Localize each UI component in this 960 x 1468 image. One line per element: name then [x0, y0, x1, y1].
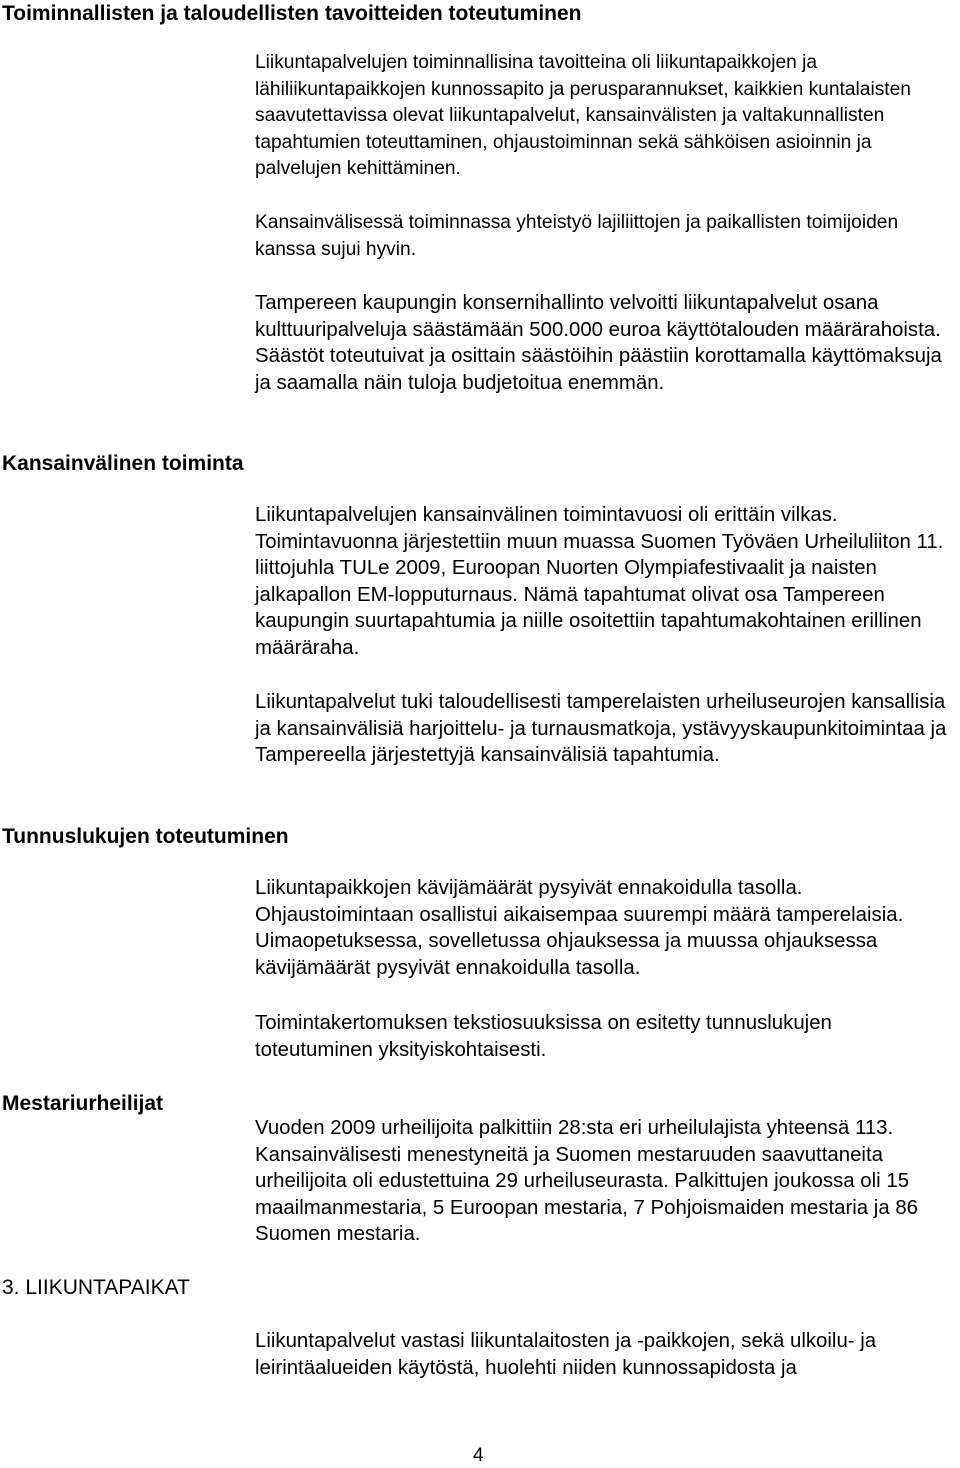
section-heading-champions: Mestariurheilijat [2, 1092, 164, 1115]
page-heading-goals: Toiminnallisten ja taloudellisten tavoitteiden toteutuminen [2, 2, 582, 25]
paragraph-visitors: Liikuntapaikkojen kävijämäärät pysyivät ennakoidulla tasolla. Ohjaustoimintaan osallistui aikaisempaa suurempi määrä tamperelaisia. Uimaopetuksessa, sovelletussa ohjauksessa ja muussa ohjauksessa kävijämäärät pysyivät ennakoidulla tasolla. [255, 877, 904, 979]
section-heading-sports-facilities: 3. LIIKUNTAPAIKAT [2, 1276, 190, 1299]
section-heading-international: Kansainvälinen toiminta [2, 452, 244, 475]
paragraph-international-cooperation: Kansainvälisessä toiminnassa yhteistyö lajiliittojen ja paikallisten toimijoiden kanssa sujui hyvin. [255, 212, 899, 260]
paragraph-indicator-details: Toimintakertomuksen tekstiosuuksissa on esitetty tunnuslukujen toteutuminen yksityiskohtaisesti. [255, 1012, 832, 1061]
page-number: 4 [473, 1445, 484, 1466]
paragraph-champions: Vuoden 2009 urheilijoita palkittiin 28:sta eri urheilulajista yhteensä 113. Kansainvälisesti menestyneitä ja Suomen mestaruuden saavuttaneita urheilijoita oli edustettuina 29 urheiluseurasta. Palkittujen joukossa oli 15 maailmanmestaria, 5 Euroopan mestaria, 7 Pohjoismaiden mestaria ja 86 Suomen mestaria. [255, 1117, 919, 1245]
paragraph-international-year: Liikuntapalvelujen kansainvälinen toimintavuosi oli erittäin vilkas. Toimintavuonna järjestettiin muun muassa Suomen Työväen Urheiluliiton 11. liittojuhla TULe 2009, Euroopan Nuorten Olympiafestivaalit ja naisten jalkapallon EM-lopputurnaus. Nämä tapahtumat olivat osa Tampereen kaupungin suurtapahtumia ja niille osoitettiin tapahtumakohtainen erillinen määräraha. [255, 504, 944, 659]
paragraph-savings: Tampereen kaupungin konsernihallinto velvoitti liikuntapalvelut osana kulttuuripalveluja säästämään 500.000 euroa käyttötalouden määrärahoista. Säästöt toteutuivat ja osittain säästöihin päästiin korottamalla käyttömaksuja ja saamalla näin tuloja budjetoitua enemmän. [255, 292, 942, 394]
paragraph-goals: Liikuntapalvelujen toiminnallisina tavoitteina oli liikuntapaikkojen ja lähiliikuntapaikkojen kunnossapito ja perusparannukset, kaikkien kuntalaisten saavutettavissa olevat liikuntapalvelut, kansainvälisten ja valtakunnallisten tapahtumien toteuttaminen, ohjaustoiminnan sekä sähköisen asioinnin ja palvelujen kehittäminen. [255, 52, 911, 179]
section-heading-indicators: Tunnuslukujen toteutuminen [2, 825, 289, 848]
paragraph-club-support: Liikuntapalvelut tuki taloudellisesti tamperelaisten urheiluseurojen kansallisia ja kansainvälisiä harjoittelu- ja turnausmatkoja, ystävyyskaupunkitoimintaa ja Tampereella järjestettyjä kansainvälisiä tapahtumia. [255, 691, 947, 766]
paragraph-sports-facilities: Liikuntapalvelut vastasi liikuntalaitosten ja -paikkojen, sekä ulkoilu- ja leirintäalueiden käytöstä, huolehti niiden kunnossapidosta ja [255, 1330, 877, 1379]
